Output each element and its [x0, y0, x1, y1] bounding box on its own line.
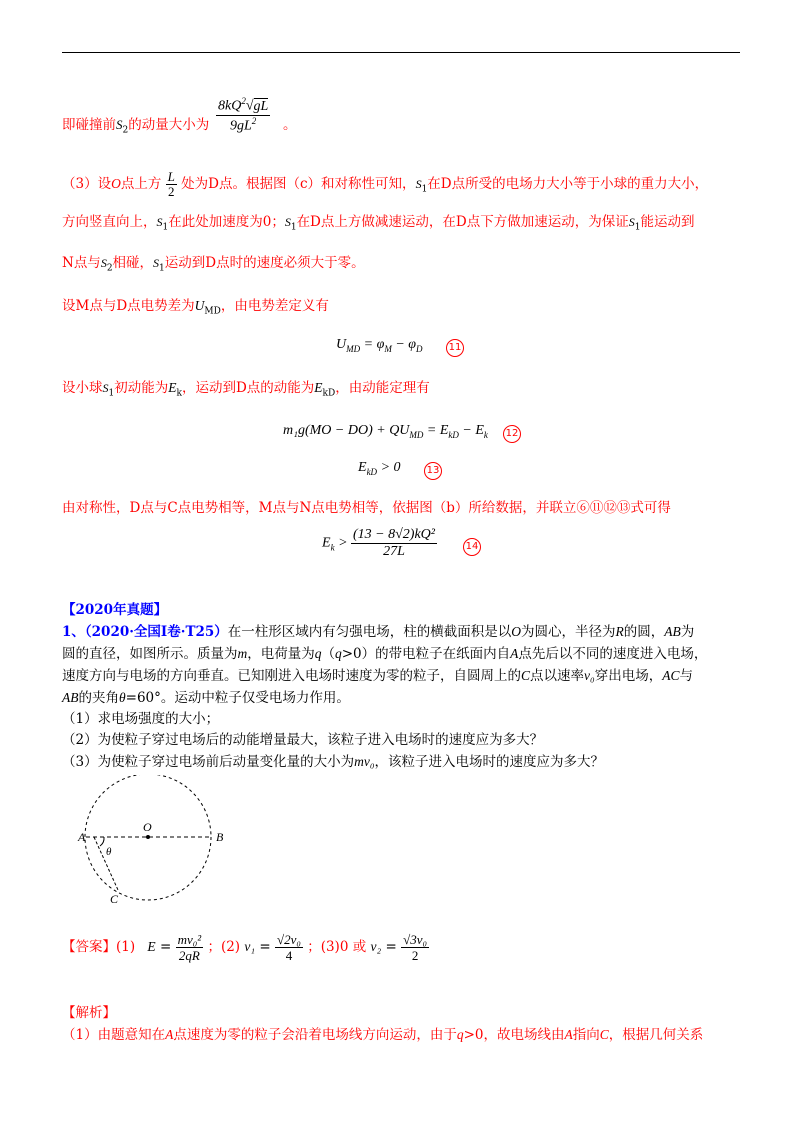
momentum-fraction: $\frac{8kQ^2√gL}{9gL^2}$: [218, 96, 269, 134]
equation-13-number: 13: [424, 462, 442, 480]
part3-line2: 方向竖直向上，$S_1$在此处加速度为0；$S_1$在D点上方做减速运动，在D点下方做加速运动，为保证$S_1$能运动到: [62, 214, 695, 233]
center-point: [146, 835, 150, 839]
equation-12-number: 12: [503, 425, 521, 443]
sub-question-2: （2）为使粒子穿过电场后的动能增量最大，该粒子进入电场时的速度应为多大？: [62, 732, 544, 748]
equation-14: $E_k$ > $\frac{\text{(13 − 8√2)kQ²}}{27L}$: [322, 527, 435, 559]
momentum-sentence: 即碰撞前$S_2$的动量大小为: [62, 117, 210, 136]
equation-14-number: 14: [463, 538, 481, 556]
symmetry-sentence: 由对称性，D点与C点电势相等，M点与N点电势相等，依据图（b）所给数据，并联立⑥⑪⑫⑬式可得: [62, 500, 671, 516]
question-line-1: 1、（2020·全国Ⅰ卷·T25）在一柱形区域内有匀强电场，柱的横截面积是以O为圆心，半径为R的圆，AB为: [62, 624, 695, 640]
question-line-3: 速度方向与电场的方向垂直。已知刚进入电场时速度为零的粒子，自圆周上的C点以速率v₀穿出电场，AC与: [62, 668, 693, 684]
angle-arc: [100, 837, 104, 846]
question-line-2: 圆的直径，如图所示。质量为m，电荷量为q（q>0）的带电粒子在纸面内自A点先后以不同的速度进入电场，: [62, 646, 708, 662]
question-1: [62, 621, 742, 773]
label-O: O: [143, 820, 152, 834]
equation-11: $U_{MD} = \varphi_M - \varphi_D$: [336, 337, 423, 354]
equation-11-number: 11: [446, 339, 464, 357]
equation-13: $E_{kD} > 0$: [358, 460, 401, 477]
sub-question-1: （1）求电场强度的大小；: [62, 711, 220, 727]
label-B: B: [216, 830, 224, 844]
part3-line4: 设M点与D点电势差为$U_{MD}$，由电势差定义有: [62, 298, 329, 317]
answer-line: 【答案】(1) E = $\frac{\text{mv₀²}}{2qR}$ ；(2) v₁ = $\frac{\text{√2v₀}}{4}$ ；(3)0 或 v₂ = $\frac{\text{√3v₀}}{2}$: [62, 932, 428, 963]
kinetic-energy-sentence: 设小球$S_1$初动能为$E_k$，运动到D点的动能为$E_{kD}$，由动能定理有: [62, 380, 430, 399]
header-rule: [62, 52, 740, 53]
analysis-line-1: （1）由题意知在A点速度为零的粒子会沿着电场线方向运动，由于q>0，故电场线由A指向C，根据几何关系: [62, 1027, 704, 1043]
circle-figure: [70, 775, 230, 905]
chord-AC: [94, 837, 118, 890]
momentum-end: 。: [283, 117, 297, 133]
equation-12: $m_1g(MO - DO) + QU_{MD} = E_{kD} - E_k$: [283, 423, 488, 440]
label-A: A: [78, 830, 86, 844]
question-line-4: AB的夹角θ=60°。运动中粒子仅受电场力作用。: [62, 690, 350, 706]
sub-question-3: （3）为使粒子穿过电场前后动量变化量的大小为mv₀，该粒子进入电场时的速度应为多大？: [62, 754, 605, 770]
section-title: 【2020年真题】: [62, 602, 168, 618]
label-C: C: [110, 892, 119, 905]
part3-line1: （3）设O点上方 $\frac{L}{2}$ 处为D点。根据图（c）和对称性可知，$S_1$在D点所受的电场力大小等于小球的重力大小，: [62, 169, 709, 199]
part3-line3: N点与$S_2$相碰，$S_1$运动到D点时的速度必须大于零。: [62, 255, 365, 274]
label-theta: θ: [106, 846, 112, 858]
analysis-label: 【解析】: [62, 1005, 116, 1021]
